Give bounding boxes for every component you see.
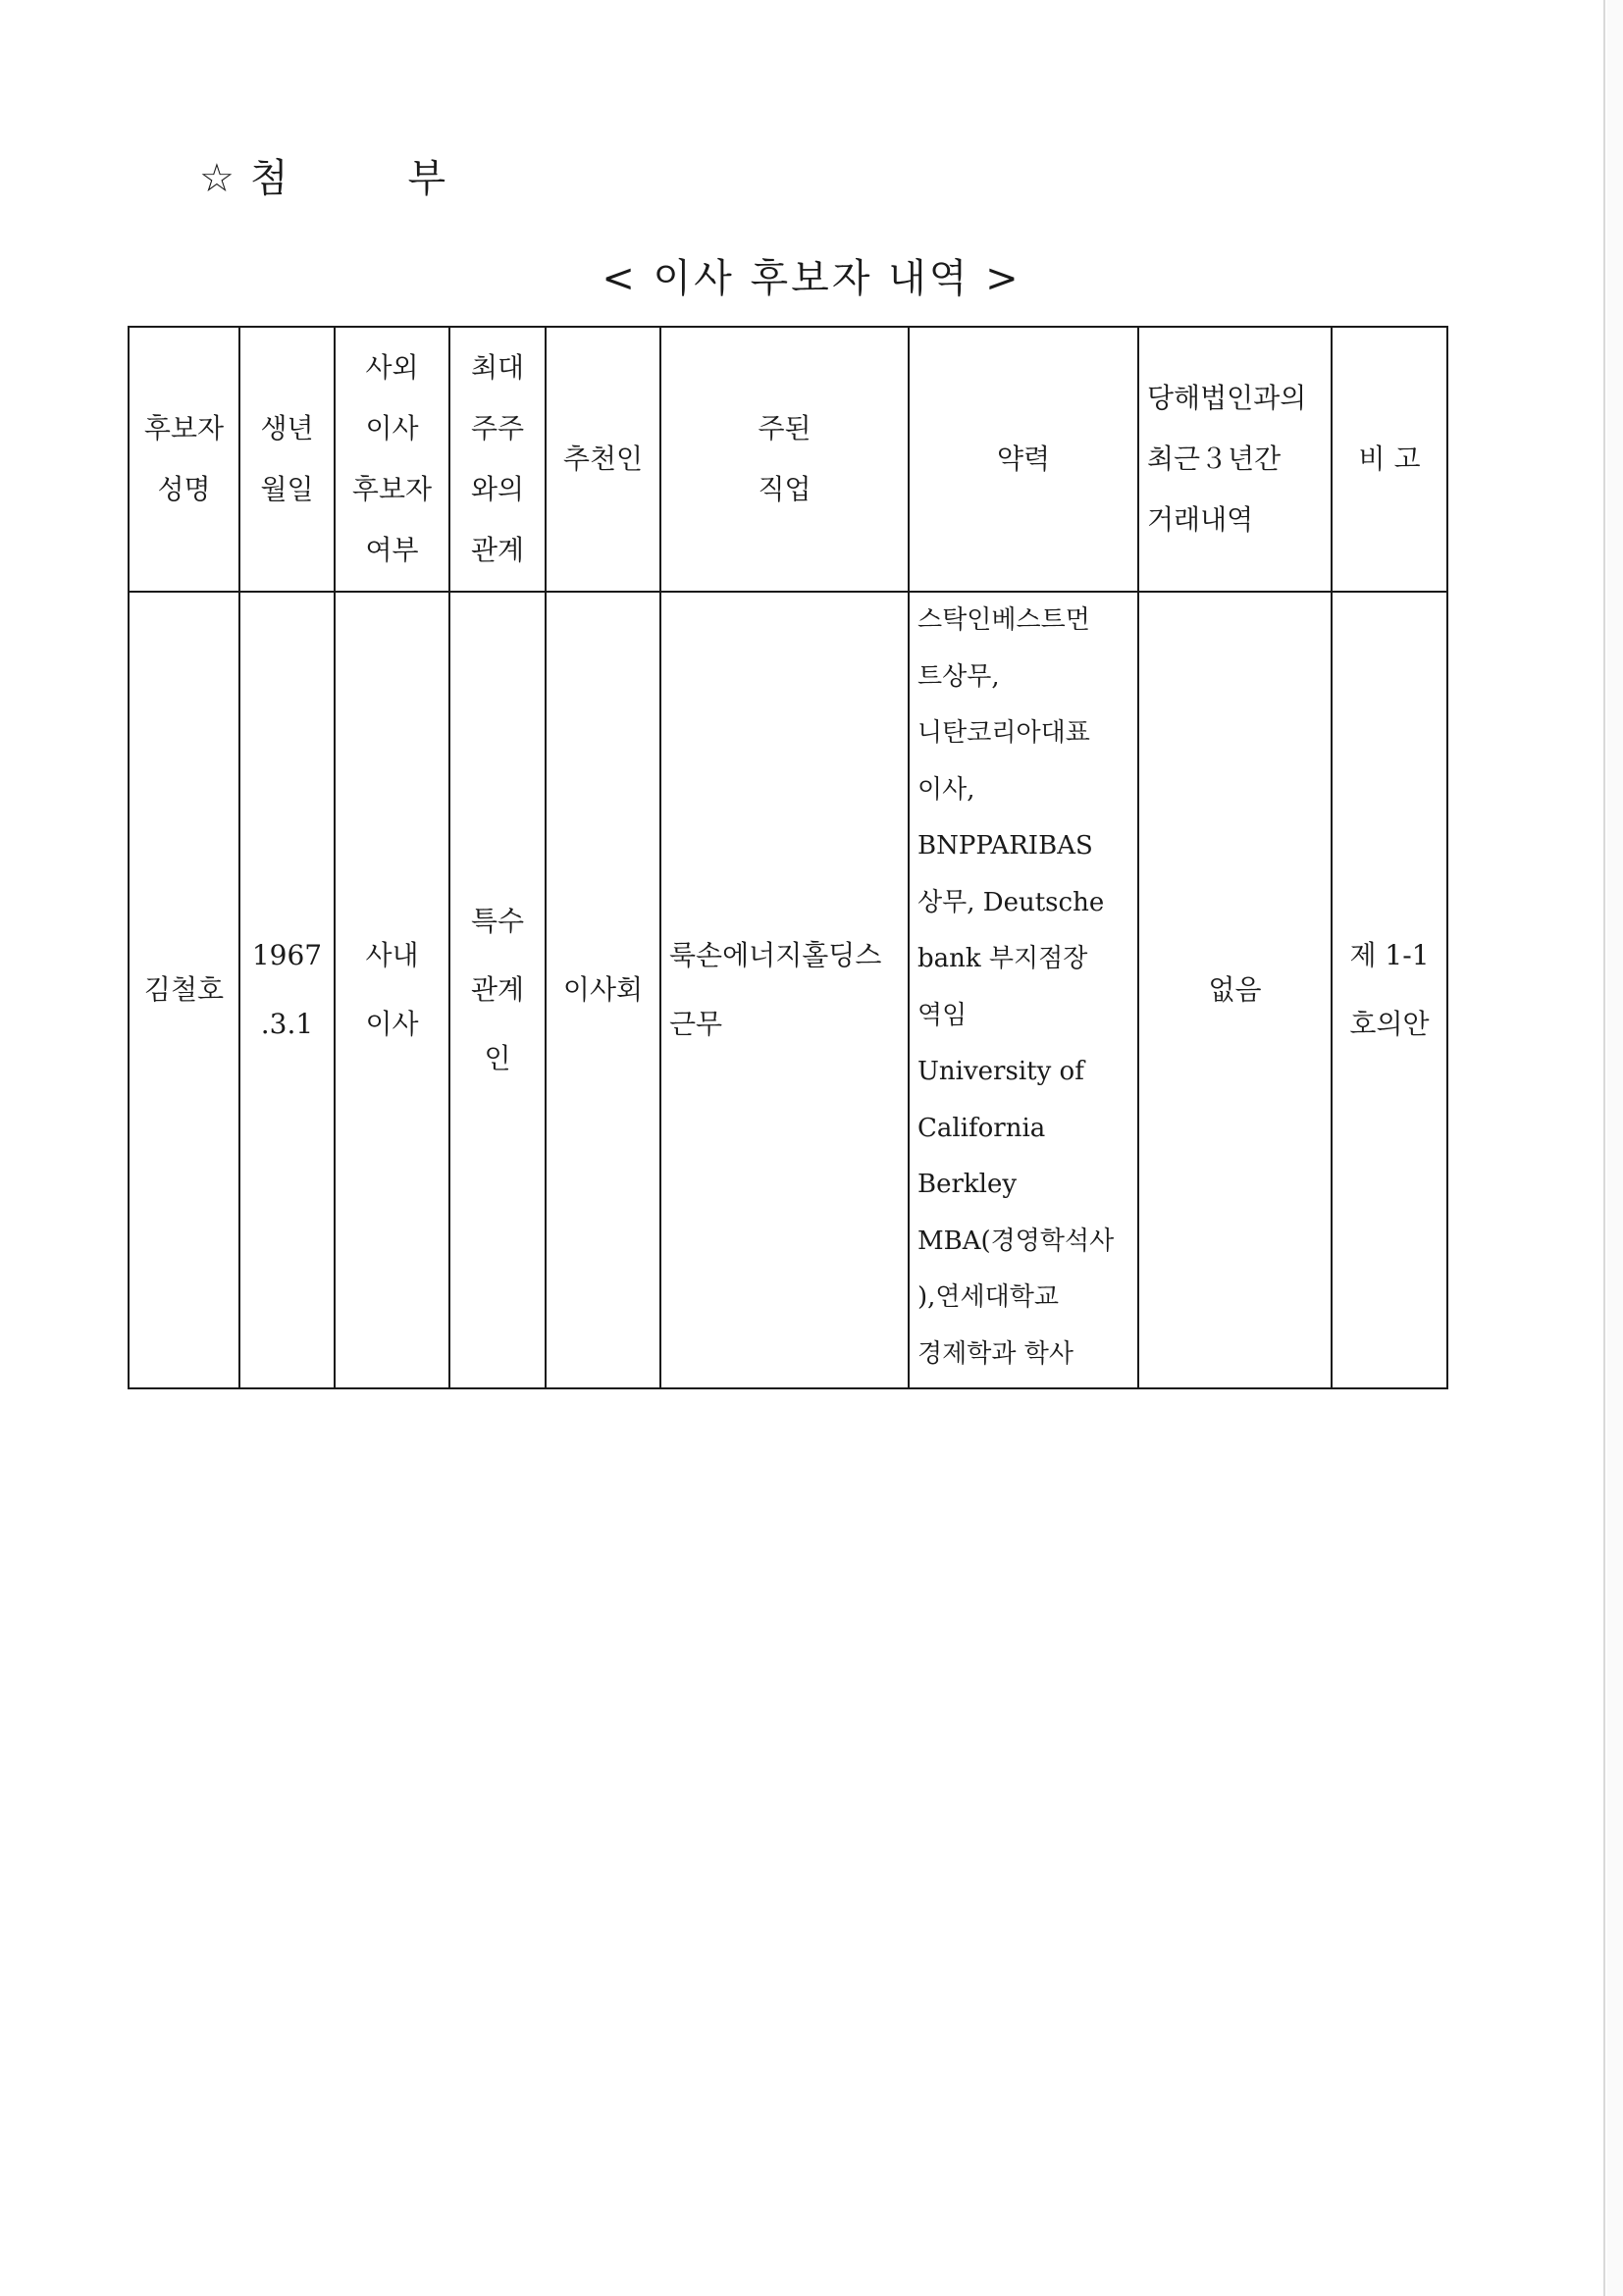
header-cell-relation: 최대 주주 와의 관계: [449, 327, 546, 592]
table-header-row: [129, 327, 1447, 592]
cell-name: 김철호: [129, 592, 239, 1388]
scan-margin: [1607, 0, 1623, 2296]
cell-career: 스탁인베스트먼 트상무, 니탄코리아대표 이사, BNPPARIBAS 상무, Deutsche bank 부지점장 역임 University of California Berkley MBA(경영학석사 ),연세대학교 경제학과 학사: [909, 592, 1138, 1388]
attachment-heading-part1: 첨: [249, 156, 290, 201]
header-cell-name: 후보자 성명: [129, 327, 239, 592]
document-title: < 이사 후보자 내역 >: [602, 256, 1021, 301]
cell-relation: 특수 관계 인: [449, 592, 546, 1388]
header-cell-career: 약력: [909, 327, 1138, 592]
header-cell-recommender: 추천인: [546, 327, 660, 592]
cell-occupation: 룩손에너지홀딩스 근무: [660, 592, 909, 1388]
star-icon: ☆: [199, 156, 236, 201]
header-cell-outside-director: 사외 이사 후보자 여부: [335, 327, 449, 592]
cell-birth: 1967 .3.1: [239, 592, 335, 1388]
cell-transactions: 없음: [1138, 592, 1332, 1388]
cell-outside-director: 사내 이사: [335, 592, 449, 1388]
attachment-heading-part2: 부: [407, 156, 448, 201]
header-cell-remarks: 비 고: [1332, 327, 1447, 592]
attachment-heading: [199, 147, 447, 203]
header-cell-transactions: 당해법인과의 최근３년간 거래내역: [1138, 327, 1332, 592]
cell-remarks: 제 1-1 호의안: [1332, 592, 1447, 1388]
cell-recommender: 이사회: [546, 592, 660, 1388]
table-row: [129, 592, 1447, 1388]
header-cell-birth: 생년 월일: [239, 327, 335, 592]
candidate-table: [128, 326, 1448, 1389]
scan-edge-line: [1603, 0, 1605, 2296]
header-cell-occupation: 주된 직업: [660, 327, 909, 592]
